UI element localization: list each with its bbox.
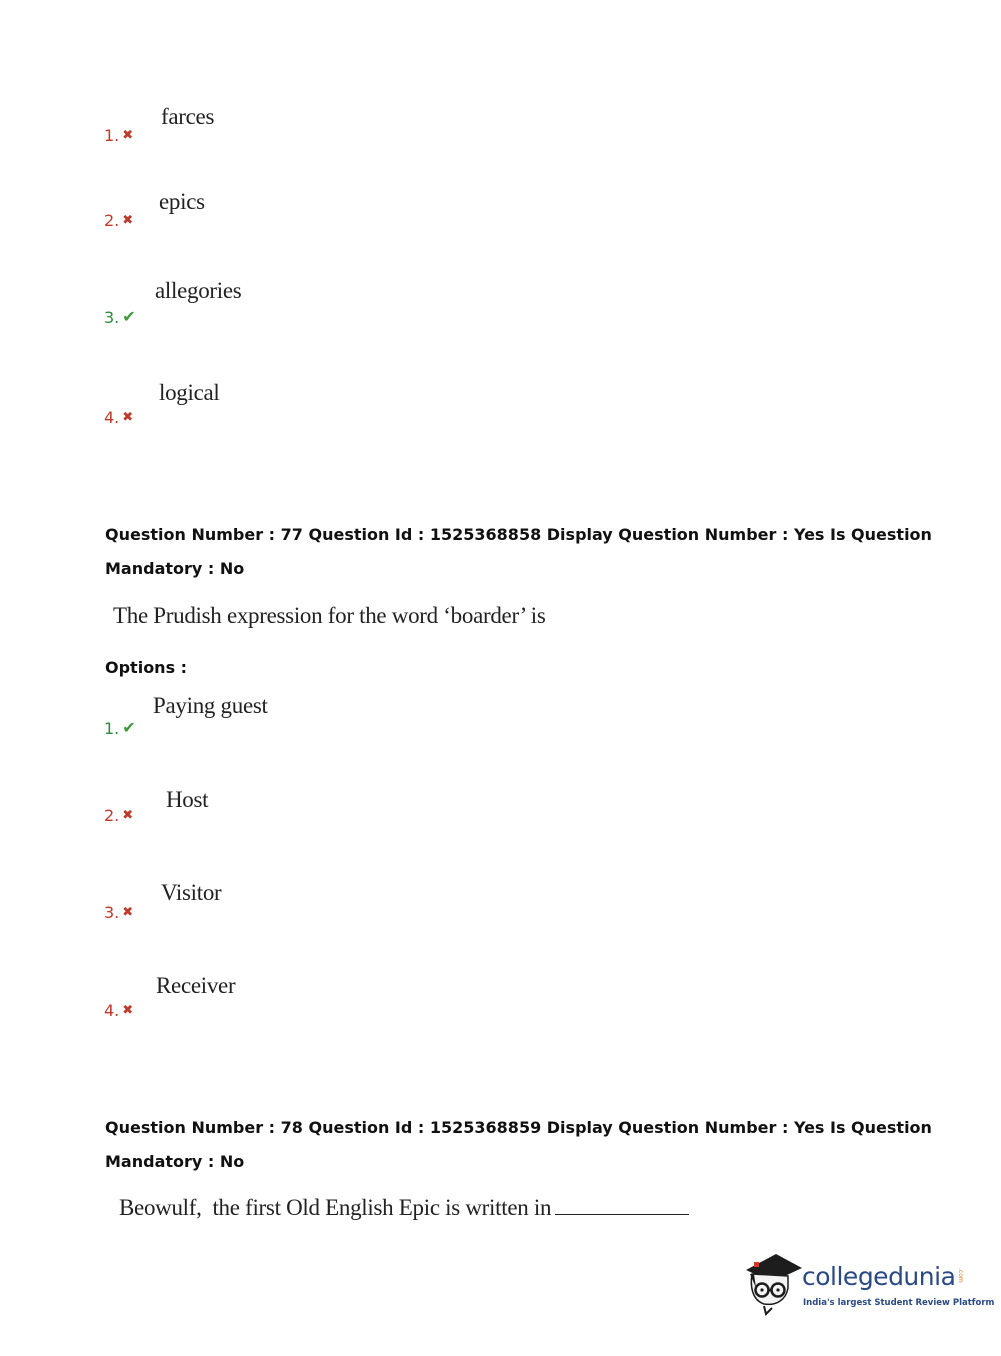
option-text: Receiver bbox=[156, 973, 236, 998]
options-label: Options : bbox=[105, 658, 188, 677]
question-meta bbox=[105, 518, 932, 586]
question-meta bbox=[105, 1111, 932, 1179]
option-text: farces bbox=[161, 104, 215, 129]
option-text: logical bbox=[159, 380, 220, 405]
option-number: 4. bbox=[104, 1001, 120, 1020]
option-number: 2. bbox=[104, 211, 120, 230]
option-text: Paying guest bbox=[153, 693, 268, 718]
wrong-mark-icon: ✖ bbox=[122, 213, 134, 228]
option-row bbox=[104, 126, 133, 145]
option-number: 1. bbox=[104, 126, 120, 145]
option-row bbox=[104, 1001, 133, 1020]
option-row bbox=[104, 719, 136, 738]
brand-domain: .com bbox=[957, 1268, 964, 1283]
option-number: 2. bbox=[104, 806, 120, 825]
option-row bbox=[104, 308, 136, 327]
wrong-mark-icon: ✖ bbox=[122, 808, 134, 823]
question-meta-line: Question Number : 78 Question Id : 1525368859 Display Question Number : Yes Is Question bbox=[105, 1118, 932, 1137]
answer-blank bbox=[555, 1192, 689, 1215]
option-number: 4. bbox=[104, 408, 120, 427]
option-text: epics bbox=[159, 189, 205, 214]
wrong-mark-icon: ✖ bbox=[122, 410, 134, 425]
wrong-mark-icon: ✖ bbox=[122, 128, 134, 143]
brand-tagline: India's largest Student Review Platform bbox=[803, 1298, 995, 1308]
option-number: 1. bbox=[104, 719, 120, 738]
collegedunia-logo bbox=[742, 1248, 995, 1320]
mascot-graduation-cap-icon bbox=[742, 1248, 804, 1320]
check-mark-icon: ✔ bbox=[122, 718, 136, 737]
question-meta-line: Mandatory : No bbox=[105, 559, 245, 578]
question-text-content: Beowulf, the first Old English Epic is written in bbox=[119, 1195, 552, 1220]
question-text bbox=[119, 1192, 689, 1221]
option-text: Host bbox=[166, 787, 209, 812]
wrong-mark-icon: ✖ bbox=[122, 905, 134, 920]
question-meta-line: Question Number : 77 Question Id : 1525368858 Display Question Number : Yes Is Question bbox=[105, 525, 932, 544]
question-meta-line: Mandatory : No bbox=[105, 1152, 245, 1171]
option-row bbox=[104, 903, 133, 922]
option-row bbox=[104, 211, 133, 230]
question-text: The Prudish expression for the word ‘boarder’ is bbox=[113, 603, 546, 628]
option-number: 3. bbox=[104, 903, 120, 922]
option-row bbox=[104, 408, 133, 427]
wrong-mark-icon: ✖ bbox=[122, 1003, 134, 1018]
brand-name: collegedunia bbox=[802, 1262, 956, 1291]
option-text: Visitor bbox=[161, 880, 222, 905]
option-text: allegories bbox=[155, 278, 242, 303]
check-mark-icon: ✔ bbox=[122, 307, 136, 326]
option-row bbox=[104, 806, 133, 825]
option-number: 3. bbox=[104, 308, 120, 327]
